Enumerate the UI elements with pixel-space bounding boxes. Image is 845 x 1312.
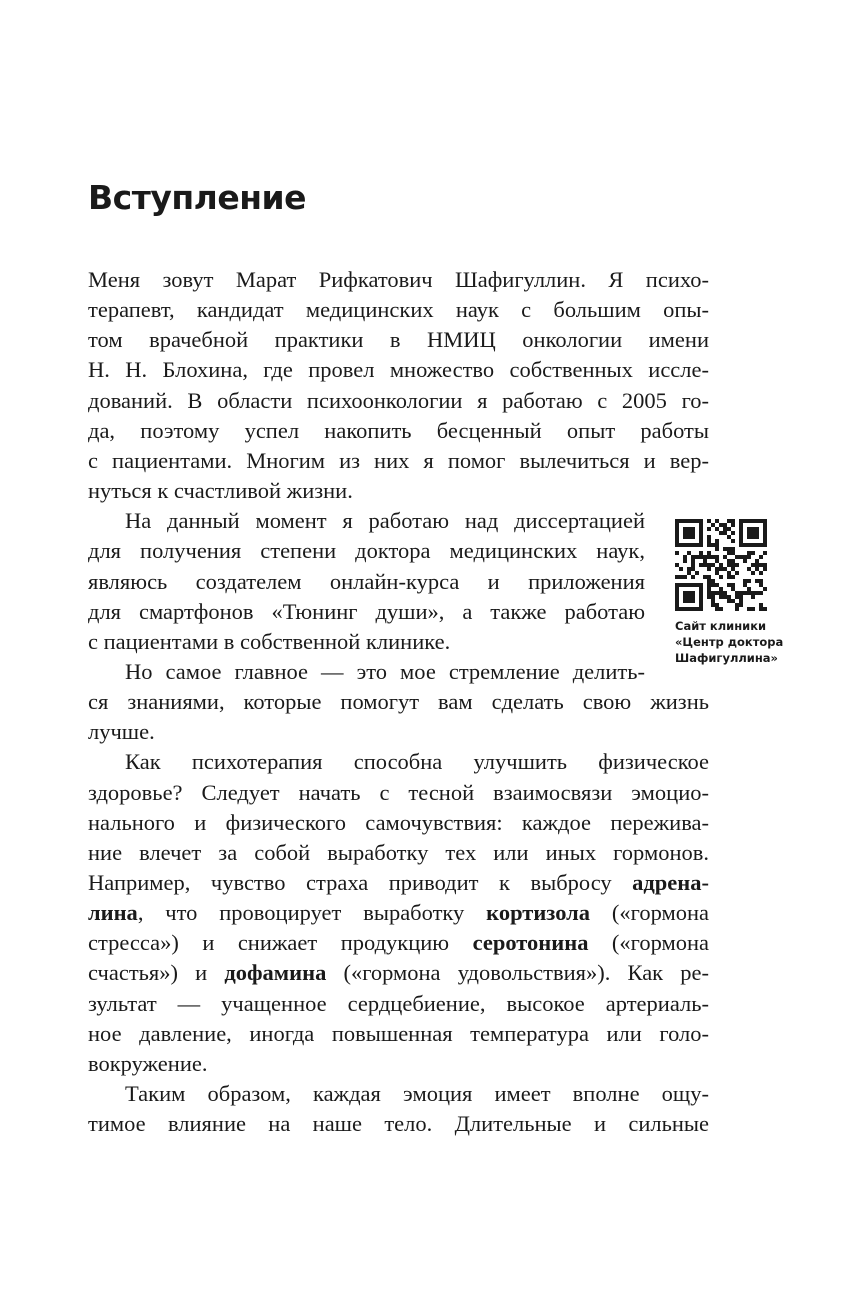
- text-line: [88, 294, 709, 325]
- text-line: [88, 777, 709, 808]
- text-run: Например, чувство страха приводит к выбросу: [88, 870, 633, 895]
- text-line: [88, 505, 645, 536]
- text-run: , что провоцирует выработку: [137, 900, 487, 926]
- text-run: нуться к счастливой жизни.: [88, 478, 353, 503]
- text-line: [88, 897, 709, 928]
- text-line: [88, 1108, 709, 1139]
- text-run: счастья») и: [88, 960, 225, 986]
- bold-term: адрена-: [632, 870, 709, 895]
- text-line: [88, 927, 709, 958]
- text-line: [88, 475, 709, 506]
- text-line: [88, 596, 645, 627]
- text-run: ние влечет за собой выработку тех или иных гормонов.: [88, 839, 709, 865]
- text-run: Но самое главное — это мое стремление делить-: [125, 659, 645, 684]
- text-run: На данный момент я работаю над диссертацией: [125, 508, 645, 534]
- text-run: являюсь создателем онлайн-курса и приложения: [88, 568, 645, 594]
- qr-caption-line: «Центр доктора: [675, 635, 784, 649]
- text-line: [88, 957, 709, 988]
- text-run: том врачебной практики в НМИЦ онкологии имени: [88, 327, 709, 353]
- qr-caption-line: Сайт клиники: [675, 619, 767, 633]
- text-run: («гормона: [588, 930, 709, 956]
- text-line: [88, 686, 709, 717]
- text-run: зультат — учащенное сердцебиение, высокое артериаль-: [88, 990, 709, 1016]
- text-line: [88, 626, 645, 657]
- text-run: дований. В области психоонкологии я работаю с 2005 го-: [88, 387, 709, 413]
- text-run: терапевт, кандидат медицинских наук с большим опы-: [88, 297, 709, 323]
- text-line: [88, 566, 645, 597]
- text-line: [88, 807, 709, 838]
- qr-code-icon: [675, 519, 767, 611]
- text-line: [88, 264, 709, 295]
- text-line: [88, 535, 645, 566]
- text-line: [88, 324, 709, 355]
- text-line: [88, 445, 709, 476]
- text-line: [88, 1018, 709, 1049]
- text-line: [88, 988, 709, 1019]
- qr-caption: [675, 618, 785, 666]
- text-line: [88, 1048, 709, 1079]
- bold-term: дофамина: [224, 960, 327, 986]
- text-run: Таким образом, каждая эмоция имеет вполне ощу-: [125, 1081, 709, 1106]
- text-run: для получения степени доктора медицинских наук,: [88, 538, 645, 564]
- text-line: [88, 656, 645, 687]
- text-run: нального и физического самочувствия: каждое пережива-: [88, 809, 709, 835]
- text-run: («гормона удовольствия»). Как ре-: [326, 960, 709, 986]
- text-run: да, поэтому успел накопить бесценный опыт работы: [88, 417, 709, 443]
- text-run: лучше.: [88, 719, 155, 745]
- text-run: с пациентами. Многим из них я помог вылечиться и вер-: [88, 447, 709, 473]
- text-run: Н. Н. Блохина, где провел множество собственных иссле-: [88, 357, 709, 383]
- text-line: [88, 415, 709, 446]
- bold-term: лина: [88, 900, 138, 926]
- text-line: [88, 867, 709, 898]
- bold-term: кортизола: [486, 900, 591, 926]
- bold-term: серотонина: [472, 930, 589, 956]
- text-run: Меня зовут Марат Рифкатович Шафигуллин. Я психо-: [88, 267, 709, 292]
- qr-caption-line: Шафигуллина»: [675, 651, 778, 665]
- text-run: тимое влияние на наше тело. Длительные и сильные: [88, 1111, 709, 1137]
- text-run: стресса») и снижает продукцию: [88, 930, 473, 956]
- text-line: [88, 746, 709, 777]
- text-line: [88, 354, 709, 385]
- text-run: здоровье? Следует начать с тесной взаимосвязи эмоцио-: [88, 779, 709, 805]
- page-title: Вступление: [88, 178, 307, 217]
- text-line: [88, 385, 709, 416]
- text-run: с пациентами в собственной клинике.: [88, 628, 451, 654]
- text-run: ся знаниями, которые помогут вам сделать свою жизнь: [88, 689, 709, 715]
- text-run: для смартфонов «Тюнинг души», а также работаю: [88, 598, 645, 624]
- text-run: Как психотерапия способна улучшить физическое: [125, 749, 709, 775]
- text-run: ное давление, иногда повышенная температура или голо-: [88, 1020, 709, 1046]
- text-run: («гормона: [590, 900, 709, 926]
- text-line: [88, 837, 709, 868]
- text-run: вокружение.: [88, 1050, 208, 1076]
- text-line: [88, 716, 709, 747]
- text-line: [88, 1078, 709, 1109]
